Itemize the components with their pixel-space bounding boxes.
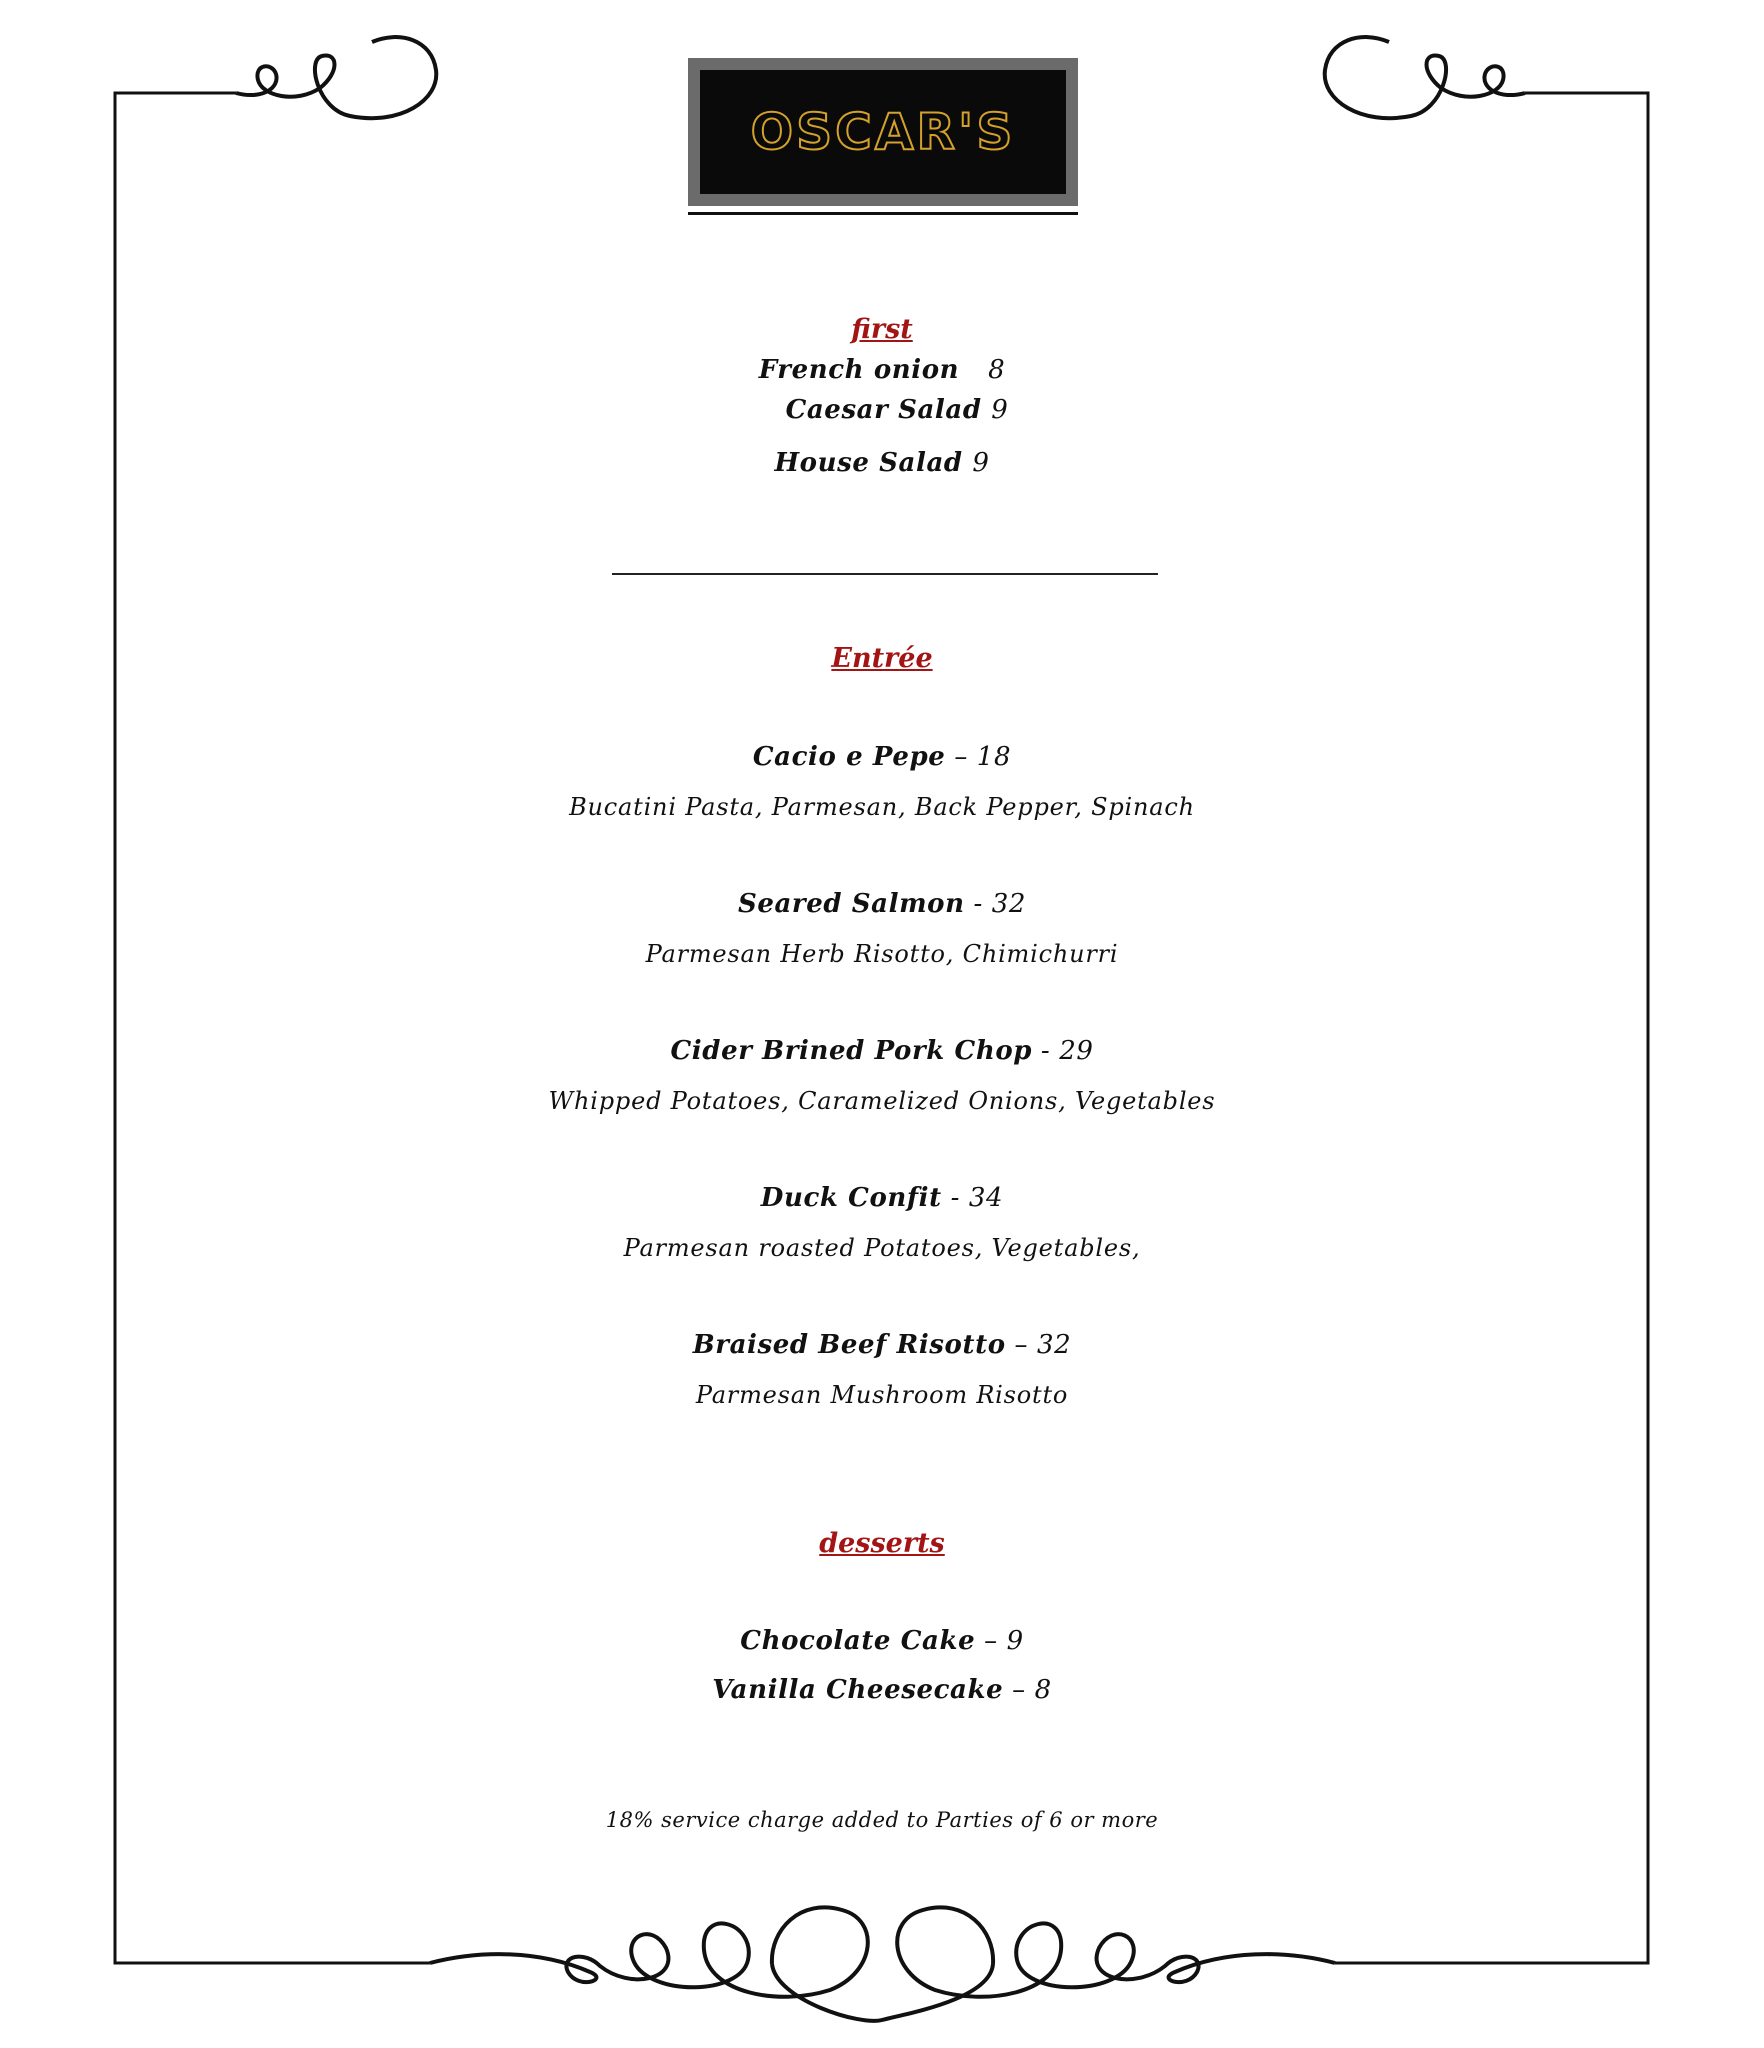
item-price: 32: [1036, 1330, 1072, 1360]
item-name: Cacio e Pepe: [752, 742, 946, 772]
section-heading-first: first: [851, 314, 913, 345]
service-charge-note: 18% service charge added to Parties of 6 or more: [605, 1808, 1159, 1832]
item-description: Parmesan Mushroom Risotto: [695, 1381, 1069, 1409]
item-name: House Salad: [774, 448, 963, 478]
section-heading-entree: Entrée: [831, 643, 933, 674]
logo-text: OSCAR'S: [750, 103, 1016, 161]
menu-item-duck-confit: Duck Confit - 34: [760, 1183, 1004, 1213]
logo-underline: [688, 212, 1078, 215]
item-name: Duck Confit: [760, 1183, 942, 1213]
menu-item-seared-salmon: Seared Salmon - 32: [737, 889, 1027, 919]
menu-item-braised-beef-risotto: Braised Beef Risotto – 32: [692, 1330, 1072, 1360]
item-price: 9: [991, 395, 1009, 425]
item-price: 8: [1034, 1675, 1052, 1705]
item-name: French onion: [758, 355, 960, 385]
item-name: Braised Beef Risotto: [692, 1330, 1006, 1360]
menu-item-cacio-e-pepe: Cacio e Pepe – 18: [752, 742, 1012, 772]
menu-item-chocolate-cake: Chocolate Cake – 9: [740, 1626, 1024, 1656]
menu-item-caesar-salad: [0, 395, 1764, 425]
menu-item-french-onion: [0, 355, 1764, 385]
item-description: Bucatini Pasta, Parmesan, Back Pepper, Spinach: [569, 793, 1195, 821]
item-name: Chocolate Cake: [740, 1626, 976, 1656]
item-price: 8: [988, 355, 1006, 385]
item-price: 18: [976, 742, 1012, 772]
item-description: Parmesan roasted Potatoes, Vegetables,: [623, 1234, 1141, 1262]
item-name: Vanilla Cheesecake: [712, 1675, 1004, 1705]
menu-item-house-salad: [0, 448, 1764, 478]
item-description: Parmesan Herb Risotto, Chimichurri: [645, 940, 1119, 968]
menu-item-vanilla-cheesecake: Vanilla Cheesecake – 8: [712, 1675, 1052, 1705]
item-price: 9: [972, 448, 990, 478]
item-price: 32: [991, 889, 1027, 919]
item-name: Cider Brined Pork Chop: [670, 1036, 1033, 1066]
item-name: Caesar Salad: [785, 395, 982, 425]
section-heading-desserts: desserts: [819, 1528, 945, 1559]
item-name: Seared Salmon: [737, 889, 965, 919]
restaurant-logo: [688, 58, 1078, 206]
item-price: 29: [1059, 1036, 1094, 1066]
item-description: Whipped Potatoes, Caramelized Onions, Vegetables: [548, 1087, 1216, 1115]
item-price: 9: [1006, 1626, 1024, 1656]
item-price: 34: [968, 1183, 1004, 1213]
menu-item-pork-chop: Cider Brined Pork Chop - 29: [670, 1036, 1094, 1066]
section-divider: [612, 573, 1158, 575]
